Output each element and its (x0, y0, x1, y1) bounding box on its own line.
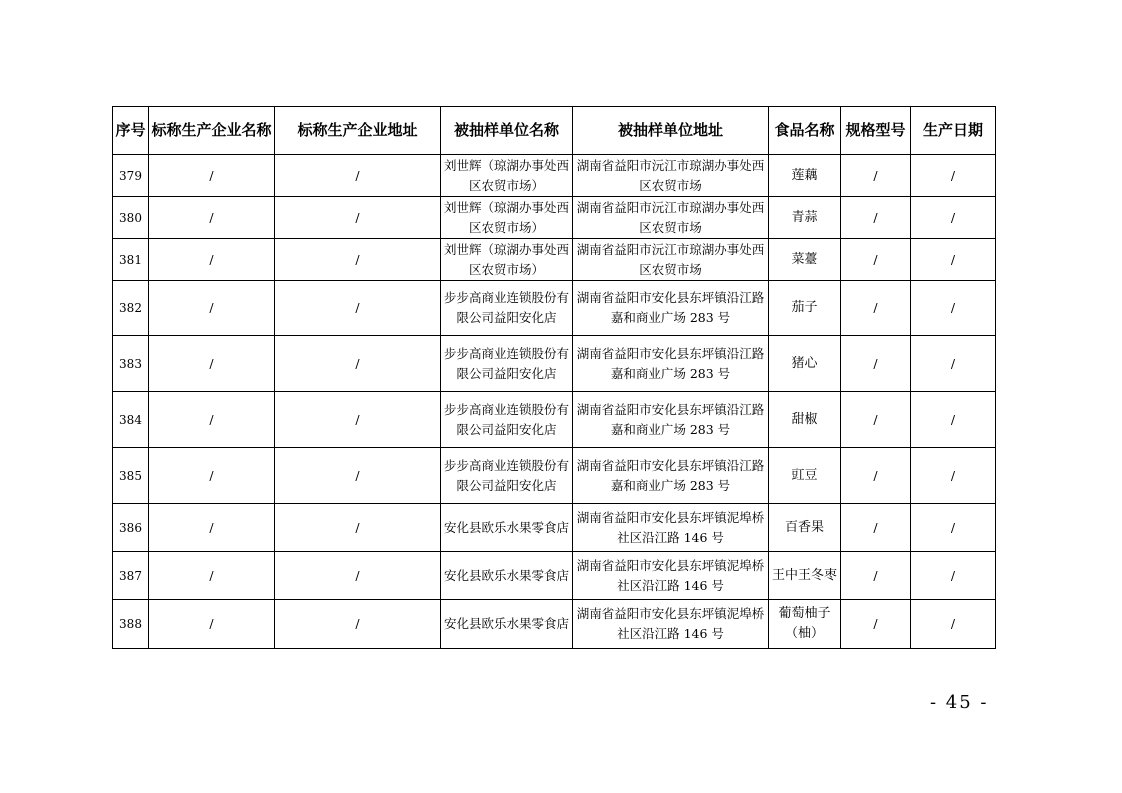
header-specification: 规格型号 (841, 107, 911, 155)
cell-manufacturer-address: / (275, 155, 441, 197)
cell-sampled-unit-address: 湖南省益阳市安化县东坪镇沿江路嘉和商业广场 283 号 (573, 281, 769, 336)
table-row (113, 392, 996, 448)
cell-specification: / (841, 155, 911, 197)
cell-specification: / (841, 600, 911, 649)
cell-production-date: / (911, 155, 996, 197)
sampling-results-table (112, 106, 996, 649)
header-serial-number: 序号 (113, 107, 149, 155)
cell-manufacturer-name: / (149, 504, 275, 552)
header-production-date: 生产日期 (911, 107, 996, 155)
cell-manufacturer-name: / (149, 448, 275, 504)
header-manufacturer-name: 标称生产企业名称 (149, 107, 275, 155)
cell-sampled-unit-name: 步步高商业连锁股份有限公司益阳安化店 (441, 448, 573, 504)
cell-sampled-unit-name: 刘世辉（琼湖办事处西区农贸市场） (441, 239, 573, 281)
table-row (113, 448, 996, 504)
cell-manufacturer-address: / (275, 197, 441, 239)
cell-manufacturer-name: / (149, 239, 275, 281)
cell-serial-number: 381 (113, 239, 149, 281)
cell-specification: / (841, 504, 911, 552)
cell-production-date: / (911, 336, 996, 392)
page-number: - 45 - (930, 692, 989, 713)
cell-sampled-unit-address: 湖南省益阳市安化县东坪镇泥埠桥社区沿江路 146 号 (573, 504, 769, 552)
cell-manufacturer-address: / (275, 448, 441, 504)
cell-specification: / (841, 448, 911, 504)
cell-food-name: 莲藕 (769, 155, 841, 197)
cell-production-date: / (911, 600, 996, 649)
cell-manufacturer-name: / (149, 197, 275, 239)
cell-manufacturer-address: / (275, 552, 441, 600)
cell-manufacturer-name: / (149, 336, 275, 392)
cell-food-name: 甜椒 (769, 392, 841, 448)
table-row (113, 239, 996, 281)
cell-manufacturer-name: / (149, 600, 275, 649)
cell-manufacturer-name: / (149, 155, 275, 197)
table-row (113, 281, 996, 336)
cell-sampled-unit-name: 安化县欧乐水果零食店 (441, 552, 573, 600)
cell-specification: / (841, 239, 911, 281)
cell-serial-number: 379 (113, 155, 149, 197)
cell-sampled-unit-address: 湖南省益阳市安化县东坪镇沿江路嘉和商业广场 283 号 (573, 336, 769, 392)
table-header-row (113, 107, 996, 155)
cell-specification: / (841, 392, 911, 448)
cell-production-date: / (911, 552, 996, 600)
cell-serial-number: 383 (113, 336, 149, 392)
cell-specification: / (841, 281, 911, 336)
cell-sampled-unit-name: 刘世辉（琼湖办事处西区农贸市场） (441, 155, 573, 197)
cell-manufacturer-name: / (149, 392, 275, 448)
cell-food-name: 豇豆 (769, 448, 841, 504)
cell-sampled-unit-address: 湖南省益阳市沅江市琼湖办事处西区农贸市场 (573, 239, 769, 281)
header-food-name: 食品名称 (769, 107, 841, 155)
cell-specification: / (841, 336, 911, 392)
cell-sampled-unit-name: 步步高商业连锁股份有限公司益阳安化店 (441, 281, 573, 336)
table-row (113, 600, 996, 649)
cell-production-date: / (911, 239, 996, 281)
cell-food-name: 王中王冬枣 (769, 552, 841, 600)
cell-manufacturer-address: / (275, 239, 441, 281)
cell-production-date: / (911, 197, 996, 239)
cell-production-date: / (911, 504, 996, 552)
cell-sampled-unit-name: 步步高商业连锁股份有限公司益阳安化店 (441, 392, 573, 448)
cell-serial-number: 387 (113, 552, 149, 600)
cell-sampled-unit-name: 步步高商业连锁股份有限公司益阳安化店 (441, 336, 573, 392)
cell-manufacturer-address: / (275, 600, 441, 649)
table-row (113, 504, 996, 552)
cell-food-name: 百香果 (769, 504, 841, 552)
table-row (113, 197, 996, 239)
table-row (113, 552, 996, 600)
cell-sampled-unit-address: 湖南省益阳市沅江市琼湖办事处西区农贸市场 (573, 197, 769, 239)
cell-sampled-unit-address: 湖南省益阳市安化县东坪镇泥埠桥社区沿江路 146 号 (573, 600, 769, 649)
table-row (113, 155, 996, 197)
cell-serial-number: 384 (113, 392, 149, 448)
cell-food-name: 猪心 (769, 336, 841, 392)
cell-specification: / (841, 552, 911, 600)
cell-food-name: 葡萄柚子（柚） (769, 600, 841, 649)
table-row (113, 336, 996, 392)
cell-serial-number: 382 (113, 281, 149, 336)
cell-production-date: / (911, 281, 996, 336)
cell-serial-number: 385 (113, 448, 149, 504)
cell-manufacturer-address: / (275, 504, 441, 552)
cell-serial-number: 386 (113, 504, 149, 552)
cell-manufacturer-name: / (149, 552, 275, 600)
header-manufacturer-address: 标称生产企业地址 (275, 107, 441, 155)
cell-manufacturer-address: / (275, 336, 441, 392)
cell-manufacturer-address: / (275, 281, 441, 336)
header-sampled-unit-address: 被抽样单位地址 (573, 107, 769, 155)
cell-food-name: 茄子 (769, 281, 841, 336)
cell-sampled-unit-address: 湖南省益阳市安化县东坪镇沿江路嘉和商业广场 283 号 (573, 392, 769, 448)
cell-production-date: / (911, 392, 996, 448)
header-sampled-unit-name: 被抽样单位名称 (441, 107, 573, 155)
cell-food-name: 菜薹 (769, 239, 841, 281)
cell-sampled-unit-name: 刘世辉（琼湖办事处西区农贸市场） (441, 197, 573, 239)
cell-specification: / (841, 197, 911, 239)
cell-production-date: / (911, 448, 996, 504)
cell-serial-number: 380 (113, 197, 149, 239)
cell-food-name: 青蒜 (769, 197, 841, 239)
cell-serial-number: 388 (113, 600, 149, 649)
cell-sampled-unit-name: 安化县欧乐水果零食店 (441, 504, 573, 552)
cell-sampled-unit-address: 湖南省益阳市安化县东坪镇泥埠桥社区沿江路 146 号 (573, 552, 769, 600)
cell-sampled-unit-address: 湖南省益阳市安化县东坪镇沿江路嘉和商业广场 283 号 (573, 448, 769, 504)
cell-sampled-unit-address: 湖南省益阳市沅江市琼湖办事处西区农贸市场 (573, 155, 769, 197)
cell-sampled-unit-name: 安化县欧乐水果零食店 (441, 600, 573, 649)
cell-manufacturer-name: / (149, 281, 275, 336)
cell-manufacturer-address: / (275, 392, 441, 448)
